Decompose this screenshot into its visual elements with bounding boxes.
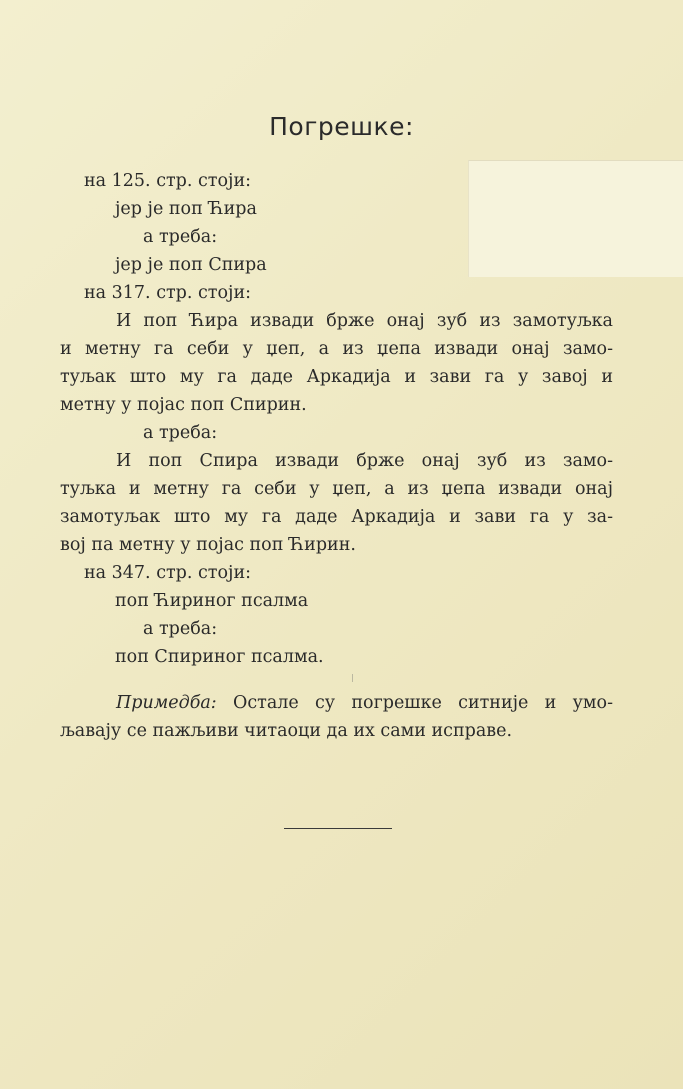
errata-wrong-2-line: и метну га себи у џеп, а из џепа извади онај замо-	[60, 339, 613, 359]
note-line-1	[60, 689, 613, 717]
errata-correct-2-line: вој па метну у појас поп Ћирин.	[60, 535, 356, 555]
closing-rule	[284, 828, 392, 829]
errata-location-2: на 317. стр. стоји:	[84, 283, 252, 303]
errata-should-label-2: а треба:	[143, 423, 218, 443]
page-title: Погрешке:	[269, 112, 414, 141]
errata-correct-1: јер је поп Спира	[115, 255, 267, 275]
note-line-2: љавају се пажљиви читаоци да их сами исправе.	[60, 721, 513, 741]
errata-correct-3: поп Спириног псалма.	[115, 647, 324, 667]
errata-correct-2-line: замотуљак што му га даде Аркадија и зави га у за-	[60, 507, 613, 527]
errata-wrong-2-line: метну у појас поп Спирин.	[60, 395, 307, 415]
errata-location-1: на 125. стр. стоји:	[84, 171, 252, 191]
note-text-1: Остале су погрешке ситније и умо-	[232, 693, 613, 713]
errata-wrong-3: поп Ћириног псалма	[115, 591, 309, 611]
paper-patch	[468, 160, 683, 277]
errata-should-label-1: а треба:	[143, 227, 218, 247]
errata-should-label-3: а треба:	[143, 619, 218, 639]
errata-wrong-2-line: туљак што му га даде Аркадија и зави га у завој и	[60, 367, 613, 387]
errata-correct-2-line: И поп Спира извади брже онај зуб из замо-	[116, 451, 613, 471]
paper-speck	[352, 674, 353, 682]
errata-location-3: на 347. стр. стоји:	[84, 563, 252, 583]
errata-wrong-1: јер је поп Ћира	[115, 199, 257, 219]
note-label: Примедба:	[116, 693, 217, 713]
errata-correct-2-line: туљка и метну га себи у џеп, а из џепа извади онај	[60, 479, 613, 499]
errata-wrong-2-line: И поп Ћира извади брже онај зуб из замотуљка	[116, 311, 613, 331]
